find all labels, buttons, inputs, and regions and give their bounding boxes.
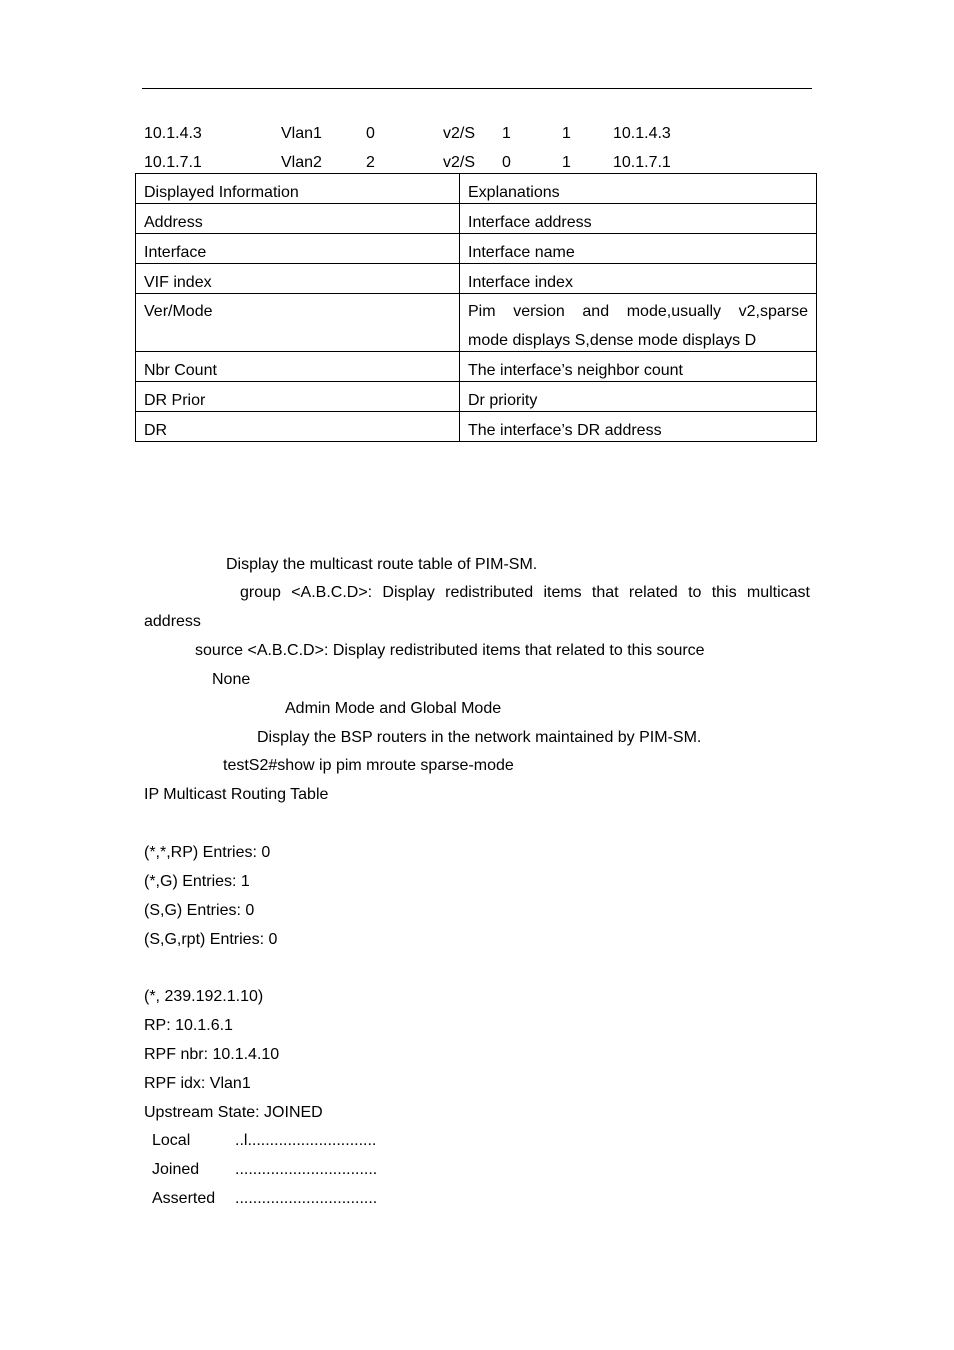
output-line: RPF nbr: 10.1.4.10 bbox=[144, 1046, 280, 1063]
output-line: (*,*,RP) Entries: 0 bbox=[144, 844, 271, 861]
table-cell-field: Nbr Count bbox=[136, 352, 460, 382]
iface-row-label: Local bbox=[152, 1132, 191, 1149]
table-header-cell: Displayed Information bbox=[136, 174, 460, 204]
row-dr-prior: 1 bbox=[562, 125, 571, 142]
row-vif-index: 2 bbox=[366, 154, 375, 171]
iface-row-value: ................................ bbox=[235, 1161, 378, 1178]
table-cell-explanation: The interface’s DR address bbox=[460, 412, 817, 442]
explanation-line-1: Pim version and mode,usually v2,sparse bbox=[468, 303, 808, 320]
output-line: IP Multicast Routing Table bbox=[144, 786, 329, 803]
row-nbr-count: 0 bbox=[502, 154, 511, 171]
table-cell-field: VIF index bbox=[136, 264, 460, 294]
output-line: RPF idx: Vlan1 bbox=[144, 1075, 251, 1092]
row-vif-index: 0 bbox=[366, 125, 375, 142]
row-nbr-count: 1 bbox=[502, 125, 511, 142]
table-row bbox=[136, 264, 817, 294]
output-line: (S,G) Entries: 0 bbox=[144, 902, 255, 919]
table-cell-field: DR Prior bbox=[136, 382, 460, 412]
table-cell-explanation: The interface’s neighbor count bbox=[460, 352, 817, 382]
table-cell-field: DR bbox=[136, 412, 460, 442]
table-row bbox=[136, 382, 817, 412]
iface-row-label: Asserted bbox=[152, 1190, 216, 1207]
output-line: (*, 239.192.1.10) bbox=[144, 988, 264, 1005]
output-line: (*,G) Entries: 1 bbox=[144, 873, 250, 890]
row-address: 10.1.7.1 bbox=[144, 154, 202, 171]
output-line: (S,G,rpt) Entries: 0 bbox=[144, 931, 278, 948]
command-param-group: group <A.B.C.D>: Display redistributed items that related to this multicast bbox=[240, 584, 810, 601]
command-param-source: source <A.B.C.D>: Display redistributed items that related to this source bbox=[195, 642, 705, 659]
table-cell-field: Interface bbox=[136, 234, 460, 264]
iface-row-value: ..l............................. bbox=[235, 1132, 377, 1149]
table-cell-explanation: Dr priority bbox=[460, 382, 817, 412]
output-line: Upstream State: JOINED bbox=[144, 1104, 323, 1121]
table-cell-explanation: Interface address bbox=[460, 204, 817, 234]
explanation-line-2: mode displays S,dense mode displays D bbox=[468, 332, 757, 349]
row-ver-mode: v2/S bbox=[443, 154, 476, 171]
table-row bbox=[136, 352, 817, 382]
table-row bbox=[136, 234, 817, 264]
table-cell-explanation: Interface name bbox=[460, 234, 817, 264]
table-cell-explanation bbox=[460, 294, 817, 352]
row-address: 10.1.4.3 bbox=[144, 125, 202, 142]
row-dr-prior: 1 bbox=[562, 154, 571, 171]
row-dr: 10.1.4.3 bbox=[613, 125, 671, 142]
displayed-information-table bbox=[135, 173, 817, 442]
header-rule bbox=[142, 88, 812, 89]
table-header-cell: Explanations bbox=[460, 174, 817, 204]
output-line: RP: 10.1.6.1 bbox=[144, 1017, 233, 1034]
table-row bbox=[136, 412, 817, 442]
table-cell-field: Ver/Mode bbox=[136, 294, 460, 352]
row-interface: Vlan2 bbox=[281, 154, 322, 171]
iface-row-label: Joined bbox=[152, 1161, 200, 1178]
iface-row-value: ................................ bbox=[235, 1190, 378, 1207]
row-dr: 10.1.7.1 bbox=[613, 154, 671, 171]
table-header-row bbox=[136, 174, 817, 204]
row-ver-mode: v2/S bbox=[443, 125, 476, 142]
command-usage: Display the BSP routers in the network maintained by PIM-SM. bbox=[257, 729, 702, 746]
command-default: None bbox=[212, 671, 251, 688]
command-example: testS2#show ip pim mroute sparse-mode bbox=[223, 757, 514, 774]
table-cell-field: Address bbox=[136, 204, 460, 234]
command-function: Display the multicast route table of PIM-SM. bbox=[226, 556, 538, 573]
row-interface: Vlan1 bbox=[281, 125, 322, 142]
command-mode: Admin Mode and Global Mode bbox=[285, 700, 502, 717]
command-param-group-cont: address bbox=[144, 613, 201, 630]
table-row bbox=[136, 204, 817, 234]
table-row bbox=[136, 294, 817, 352]
table-cell-explanation: Interface index bbox=[460, 264, 817, 294]
